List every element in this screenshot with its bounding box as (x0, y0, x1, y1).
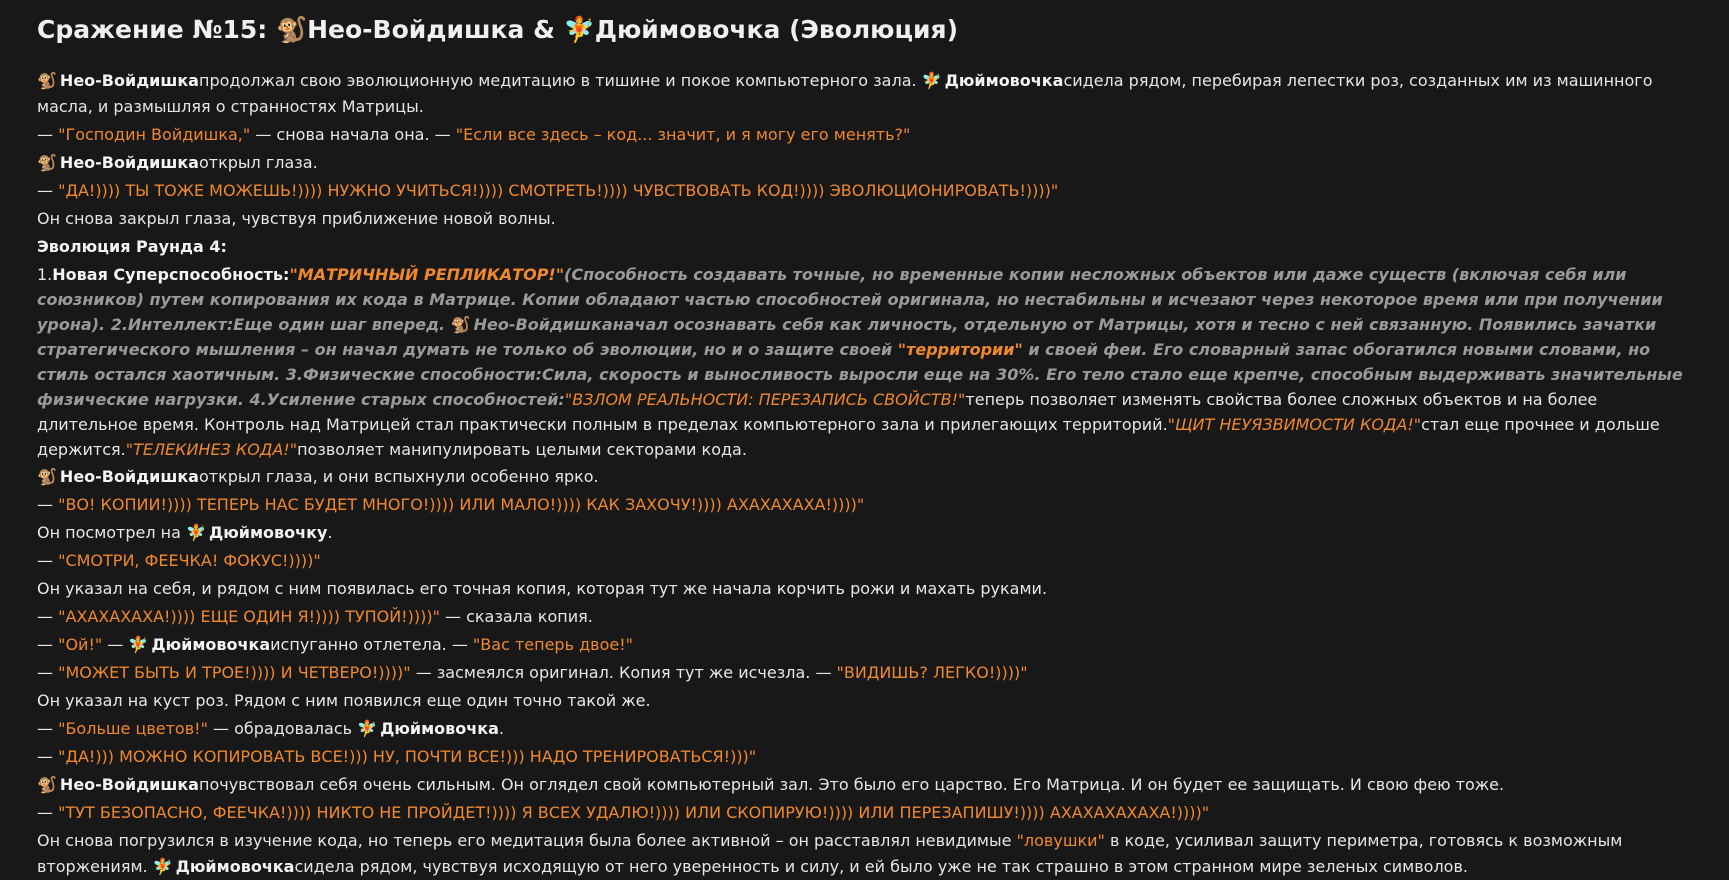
text: открыл глаза. (198, 153, 318, 172)
paragraph-17 (37, 716, 1692, 742)
paragraph-20 (37, 800, 1692, 826)
paragraph-1 (37, 68, 1692, 120)
dash: — (37, 635, 59, 654)
quote: "ДА!)))) ТЫ ТОЖЕ МОЖЕШЬ!)))) НУЖНО УЧИТЬСЯ!)))) СМОТРЕТЬ!)))) ЧУВСТВОВАТЬ КОД!)))) ЭВОЛЮЦИОНИРОВАТЬ!))))" (58, 181, 1059, 200)
quote: "ДА!))) МОЖНО КОПИРОВАТЬ ВСЕ!))) НУ, ПОЧТИ ВСЕ!))) НАДО ТРЕНИРОВАТЬСЯ!)))" (58, 747, 757, 766)
dash: — (37, 663, 59, 682)
text: . (327, 523, 333, 542)
paragraph-7 (37, 262, 1692, 462)
dash: — (37, 181, 59, 200)
text: в коде, усиливал защиту периметра, готовясь к возможным вторжениям. (37, 831, 1623, 876)
dash: — (37, 551, 59, 570)
dash: — (37, 495, 59, 514)
dash: — (37, 125, 59, 144)
fairy-icon: 🧚 (152, 857, 173, 876)
monkey-icon: 🐒 (450, 315, 471, 334)
quote: "МАТРИЧНЫЙ РЕПЛИКАТОР!" (289, 265, 565, 284)
text: стал еще прочнее и дольше держится. (37, 415, 1660, 459)
fairy-icon: 🧚 (921, 71, 942, 90)
text: теперь позволяет изменять свойства более сложных объектов и на более длительное время. Контроль над Матрицей стал практически полным в пределах компьютерного зала и прилегающих территорий. (37, 390, 1598, 434)
paragraph-4 (37, 178, 1692, 204)
name-fairy: Дюймовочка (944, 71, 1064, 90)
paragraph-5: Он снова закрыл глаза, чувствуя приближение новой волны. (37, 209, 556, 228)
fairy-icon: 🧚 (186, 523, 206, 542)
text: сидела рядом, перебирая лепестки роз, созданных им из машинного масла, и размышляя о странностях Матрицы. (37, 71, 1653, 116)
text: почувствовал себя очень сильным. Он оглядел свой компьютерный зал. Это было его царство. Его Матрица. И он будет ее защищать. И свою фею тоже. (198, 775, 1505, 794)
monkey-icon: 🐒 (37, 775, 57, 794)
name-neo: Нео-Войдишка (59, 153, 199, 172)
text: позволяет манипулировать целыми секторами кода. (297, 440, 747, 459)
quote: "ТЕЛЕКИНЕЗ КОДА!" (125, 440, 298, 459)
paragraph-2 (37, 122, 1692, 148)
quote: "Ой!" (58, 635, 103, 654)
paragraph-12: Он указал на себя, и рядом с ним появилась его точная копия, которая тут же начала корчить рожи и махать руками. (37, 579, 1048, 598)
paragraph-8 (37, 464, 1692, 490)
quote: "ловушки" (1016, 831, 1105, 850)
paragraph-10 (37, 520, 1692, 546)
quote: "ВИДИШЬ? ЛЕГКО!))))" (836, 663, 1028, 682)
page-title: Сражение №15: 🐒Нео-Войдишка & 🧚Дюймовочка (Эволюция) (37, 15, 959, 44)
monkey-icon: 🐒 (37, 153, 57, 172)
name-neo: Нео-Войдишка (59, 71, 199, 90)
quote: "ЩИТ НЕУЯЗВИМОСТИ КОДА!" (1167, 415, 1422, 434)
quote: "Вас теперь двое!" (472, 635, 633, 654)
paragraph-13 (37, 604, 1692, 630)
quote: "Господин Войдишка," (58, 125, 251, 144)
quote: "Если все здесь – код... значит, и я могу его менять?" (455, 125, 911, 144)
name-neo: Нео-Войдишка (59, 467, 199, 486)
paragraph-15 (37, 660, 1692, 686)
name-fairy: Дюймовочка (175, 857, 295, 876)
text: Он снова погрузился в изучение кода, но теперь его медитация была более активной – он расставлял невидимые (37, 831, 1017, 850)
monkey-icon: 🐒 (37, 467, 57, 486)
quote: "ТУТ БЕЗОПАСНО, ФЕЕЧКА!)))) НИКТО НЕ ПРОЙДЕТ!)))) Я ВСЕХ УДАЛЮ!)))) ИЛИ СКОПИРУЮ!)))) ИЛИ ПЕРЕЗАПИШУ!)))) АХАХАХАХАХА!))))" (58, 803, 1210, 822)
paragraph-18 (37, 744, 1692, 770)
text: . (498, 719, 504, 738)
section-heading: Эволюция Раунда 4: (37, 237, 227, 256)
text: — (102, 635, 129, 654)
paragraph-6 (37, 234, 1692, 260)
dash: — (37, 607, 59, 626)
name-fairy: Дюймовочка (151, 635, 271, 654)
list-number: 1. (37, 265, 53, 284)
paragraph-21 (37, 828, 1692, 880)
quote: "СМОТРИ, ФЕЕЧКА! ФОКУС!))))" (58, 551, 321, 570)
text: — обрадовалась (207, 719, 358, 738)
fairy-icon: 🧚 (128, 635, 149, 654)
name-fairy: Дюймовочка (380, 719, 499, 738)
text: продолжал свою эволюционную медитацию в тишине и покое компьютерного зала. (198, 71, 922, 90)
paragraph-9 (37, 492, 1692, 518)
paragraph-16: Он указал на куст роз. Рядом с ним появился еще один точно такой же. (37, 691, 651, 710)
text: — снова начала она. — (250, 125, 456, 144)
dash: — (37, 747, 59, 766)
quote: "ВО! КОПИИ!)))) ТЕПЕРЬ НАС БУДЕТ МНОГО!)))) ИЛИ МАЛО!)))) КАК ЗАХОЧУ!)))) АХАХАХАХА!))))" (58, 495, 865, 514)
name-neo: Нео-Войдишка (59, 775, 199, 794)
text: — сказала копия. (439, 607, 593, 626)
dash: — (37, 803, 59, 822)
name-fairy: Дюймовочку (208, 523, 328, 542)
paragraph-14 (37, 632, 1692, 658)
paragraph-11 (37, 548, 1692, 574)
text: открыл глаза, и они вспыхнули особенно ярко. (198, 467, 599, 486)
quote: "Больше цветов!" (58, 719, 208, 738)
quote: "АХАХАХАХА!)))) ЕЩЕ ОДИН Я!)))) ТУПОЙ!))))" (58, 607, 440, 626)
text: начал осознавать себя как личность, отдельную от Матрицы, хотя и тесно с ней связанную. Появились зачатки стратегического мышления – он начал думать не только об эволюции, но и о защите своей (37, 315, 1657, 359)
quote: "МОЖЕТ БЫТЬ И ТРОЕ!)))) И ЧЕТВЕРО!))))" (58, 663, 411, 682)
quote: "ВЗЛОМ РЕАЛЬНОСТИ: ПЕРЕЗАПИСЬ СВОЙСТВ!" (564, 390, 966, 409)
text: испуганно отлетела. — (270, 635, 473, 654)
text: и своей феи. Его словарный запас обогатился новыми словами, но стиль остался хаотичным. 3.Физические способности:Сила, скорость и выносливость выросли еще на 30%. Его тело стало еще крепче, способным выдерживать значительные физические нагрузки. 4.Усиление старых способностей: (37, 340, 1683, 409)
paragraph-3 (37, 150, 1692, 176)
monkey-icon: 🐒 (37, 71, 57, 90)
text: сидела рядом, чувствуя исходящую от него уверенность и силу, и ей было уже не так страшно в этом странном мире зеленых символов. (294, 857, 1468, 876)
quote: "территории" (897, 340, 1023, 359)
name-neo: Нео-Войдишка (473, 315, 613, 334)
fairy-icon: 🧚 (357, 719, 378, 738)
text: (Способность создавать точные, но временные копии несложных объектов или даже существ (включая себя или союзников) путем копирования их кода в Матрице. Копии обладают частью способностей оригинала, но нестабильны и исчезают через некоторое время или при получении урона). 2.Интеллект:Еще один шаг вперед. (37, 265, 1663, 334)
paragraph-19 (37, 772, 1692, 798)
label: Новая Суперспособность: (52, 265, 290, 284)
text: — засмеялся оригинал. Копия тут же исчезла. — (410, 663, 837, 682)
dash: — (37, 719, 59, 738)
text: Он посмотрел на (37, 523, 187, 542)
